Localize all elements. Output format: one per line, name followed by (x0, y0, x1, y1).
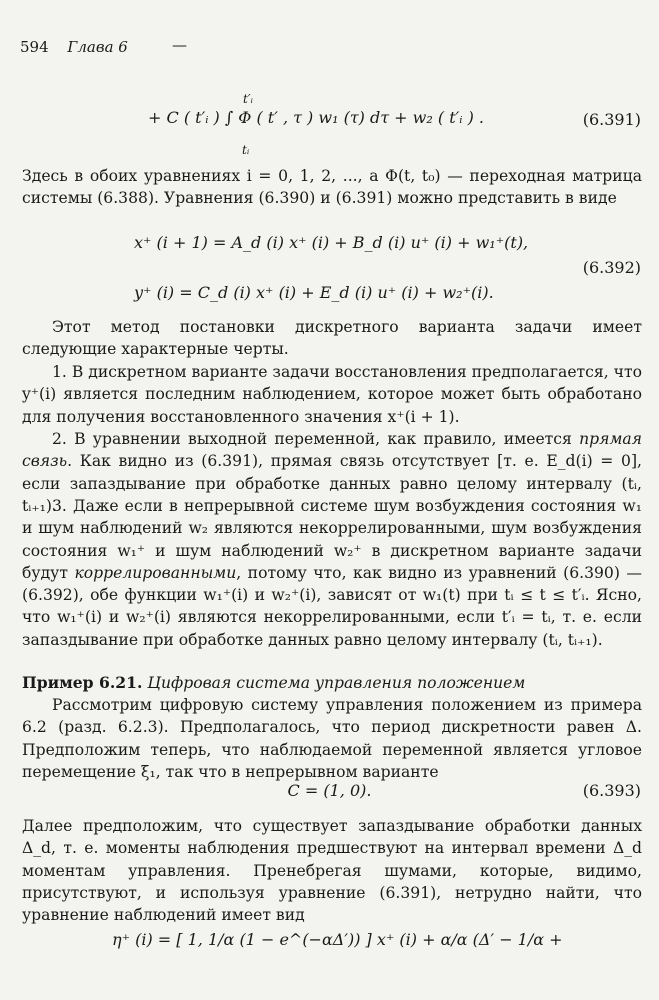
example-title: Цифровая система управления положением (142, 674, 526, 692)
equation-6-393: C = (1, 0). (287, 781, 372, 800)
integral-lower-limit: tᵢ (242, 143, 250, 157)
paragraph-example: Рассмотрим цифровую систему управления положением из примера 6.2 (разд. 6.2.3). Предполагалось, что период дискретности равен Δ. Предположим теперь, что наблюдаемой переменной является угловое перемещение ξ₁, так что в непрерывном варианте (22, 696, 642, 781)
paragraph-method: Этот метод постановки дискретного варианта задачи имеет следующие характерные черты. (22, 318, 642, 359)
equation-number-6-392: (6.392) (582, 258, 641, 277)
paragraph-item-1: 1. В дискретном варианте задачи восстановления предполагается, что y⁺(i) является последним наблюдением, которое может быть обработано для получения восстановленного значения x⁺(i + 1). (22, 363, 642, 426)
paragraph-item-3 (22, 495, 642, 651)
header-dash: — (172, 36, 187, 54)
page-header (20, 36, 187, 56)
item-3-text-a: 3. Даже если в непрерывной системе шум возбуждения состояния w₁ и шум наблюдений w₂ являются некоррелированными, шум возбуждения состояния w₁⁺ и шум наблюдений w₂⁺ в дискретном варианте задачи будут (22, 497, 642, 582)
paragraph-intro: Здесь в обоих уравнениях i = 0, 1, 2, ..., а Φ(t, t₀) — переходная матрица системы (6.388). Уравнения (6.390) и (6.391) можно представить в виде (22, 167, 642, 208)
item-2-italic: прямая связь (22, 430, 642, 471)
equation-6-391: + C ( t′ᵢ ) ∫ Φ ( t′ , τ ) w₁ (τ) dτ + w₂ ( t′ᵢ ) . (148, 108, 484, 127)
item-2-text-a: 2. В уравнении выходной переменной, как правило, имеется (52, 430, 580, 448)
example-label: Пример 6.21. (22, 673, 143, 692)
equation-6-392-state: x⁺ (i + 1) = A_d (i) x⁺ (i) + B_d (i) u⁺ (i) + w₁⁺(t), (134, 233, 529, 252)
chapter-title: Глава 6 (67, 38, 128, 56)
equation-number-6-391: (6.391) (582, 110, 641, 129)
equation-observation: η⁺ (i) = [ 1, 1/α (1 − e^(−αΔ′)) ] x⁺ (i) + α/α (Δ′ − 1/α + (112, 930, 563, 949)
example-heading (22, 672, 642, 694)
item-2-text-b: . Как видно из (6.391), прямая связь отсутствует [т. е. E_d(i) = 0], если запаздывание при обработке данных равно целому интервалу (tᵢ, tᵢ₊₁). (22, 452, 642, 515)
item-3-text-b: , потому что, как видно из уравнений (6.390) — (6.392), обе функции w₁⁺(i) и w₂⁺(i), зависят от w₁(t) при tᵢ ≤ t ≤ t′ᵢ. Ясно, что w₁⁺(i) и w₂⁺(i) являются некоррелированными, если t′ᵢ = tᵢ, т. е. если запаздывание при обработке данных равно целому интервалу (tᵢ, tᵢ₊₁). (22, 563, 642, 649)
integral-upper-limit: t′ᵢ (243, 92, 253, 106)
item-3-italic: коррелированными (74, 563, 237, 582)
equation-6-392-output: y⁺ (i) = C_d (i) x⁺ (i) + E_d (i) u⁺ (i) + w₂⁺(i). (134, 283, 494, 302)
paragraph-delay: Далее предположим, что существует запаздывание обработки данных Δ_d, т. е. моменты наблюдения предшествуют на интервал времени Δ_d моментам управления. Пренебрегая шумами, которые, видимо, присутствуют, и используя уравнение (6.391), нетрудно найти, что уравнение наблюдений имеет вид (22, 817, 642, 925)
page-number: 594 (20, 38, 49, 56)
equation-number-6-393: (6.393) (582, 781, 641, 800)
